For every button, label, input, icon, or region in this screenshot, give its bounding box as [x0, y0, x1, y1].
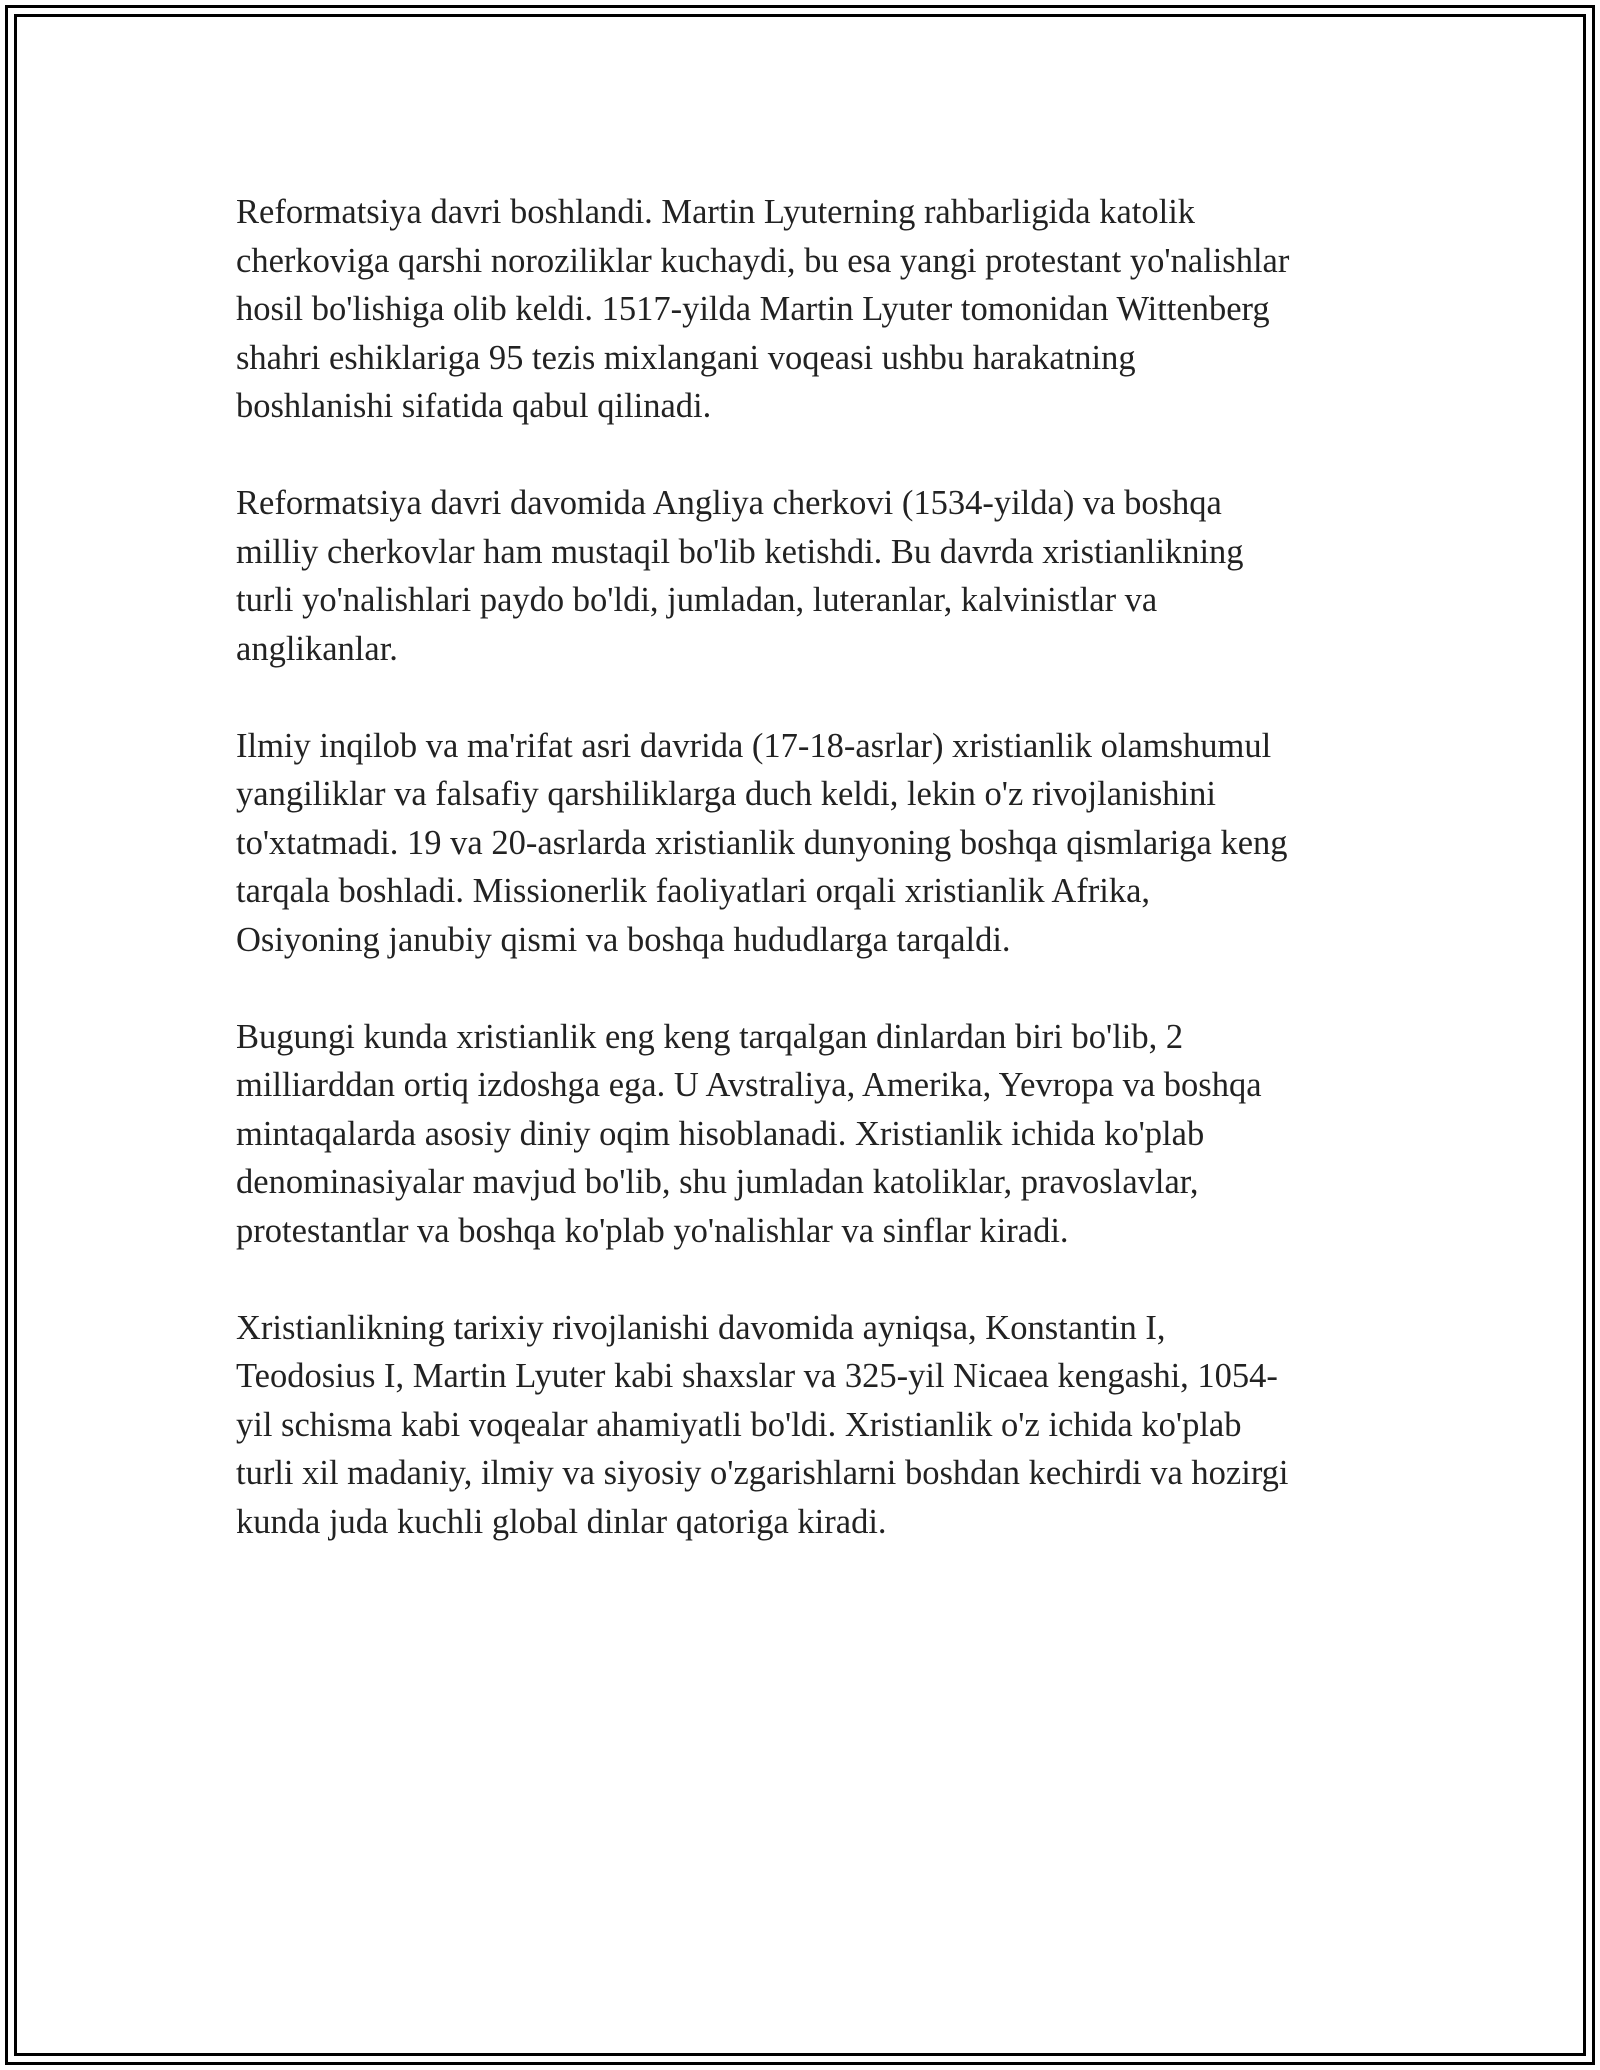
- paragraph-national-churches: Reformatsiya davri davomida Angliya cherkovi (1534-yilda) va boshqa milliy cherkovlar ham mustaqil bo'lib ketishdi. Bu davrda xristianlikning turli yo'nalishlari paydo bo'ldi, jumladan, luteranlar, kalvinistlar va anglikanlar.: [236, 484, 1244, 668]
- paragraph-christianity-today: Bugungi kunda xristianlik eng keng tarqalgan dinlardan biri bo'lib, 2 milliarddan ortiq izdoshga ega. U Avstraliya, Amerika, Yevropa va boshqa mintaqalarda asosiy diniy oqim hisoblanadi. Xristianlik ichida ko'plab denominasiyalar mavjud bo'lib, shu jumladan katoliklar, pravoslavlar, protestantlar va boshqa ko'plab yo'nalishlar va sinflar kiradi.: [236, 1017, 1262, 1250]
- document-body: [236, 188, 1366, 1595]
- paragraph-historical-figures: Xristianlikning tarixiy rivojlanishi davomida ayniqsa, Konstantin I, Teodosius I, Martin Lyuter kabi shaxslar va 325-yil Nicaea kengashi, 1054- yil schisma kabi voqealar ahamiyatli bo'ldi. Xristianlik o'z ichida ko'plab turli xil madaniy, ilmiy va siyosiy o'zgarishlarni boshdan kechirdi va hozirgi kunda juda kuchli global dinlar qatoriga kiradi.: [236, 1308, 1289, 1541]
- paragraph-enlightenment-missions: Ilmiy inqilob va ma'rifat asri davrida (17-18-asrlar) xristianlik olamshumul yangiliklar va falsafiy qarshiliklarga duch keldi, lekin o'z rivojlanishini to'xtatmadi. 19 va 20-asrlarda xristianlik dunyoning boshqa qismlariga keng tarqala boshladi. Missionerlik faoliyatlari orqali xristianlik Afrika, Osiyoning janubiy qismi va boshqa hududlarga tarqaldi.: [236, 726, 1288, 959]
- paragraph-reformation-start: Reformatsiya davri boshlandi. Martin Lyuterning rahbarligida katolik cherkoviga qarshi noroziliklar kuchaydi, bu esa yangi protestant yo'nalishlar hosil bo'lishiga olib keldi. 1517-yilda Martin Lyuter tomonidan Wittenberg shahri eshiklariga 95 tezis mixlangani voqeasi ushbu harakatning boshlanishi sifatida qabul qilinadi.: [236, 193, 1290, 425]
